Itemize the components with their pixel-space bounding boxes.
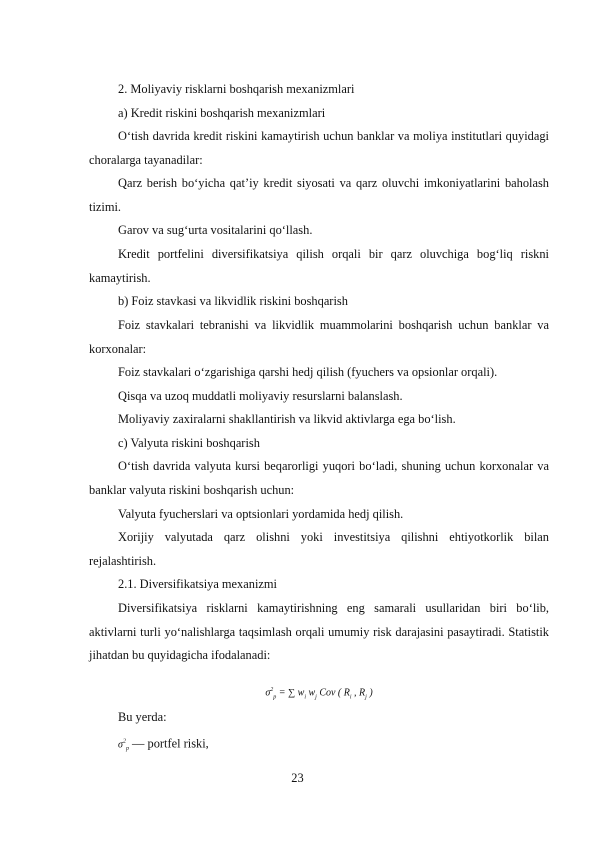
paragraph: O‘tish davrida kredit riskini kamaytirish uchun banklar va moliya institutlari quyidagi choralarga tayanadilar:: [89, 129, 549, 167]
definition-line: [89, 731, 549, 762]
formula-sub: i: [304, 694, 306, 701]
formula-part: ): [366, 687, 373, 699]
formula-sup: 2: [270, 687, 274, 693]
paragraph: Valyuta fyucherslari va optsionlari yordamida hedj qilish.: [118, 507, 404, 521]
section-heading: 2. Moliyaviy risklarni boshqarish mexanizmlari: [118, 82, 355, 96]
formula-sigma: σ: [265, 687, 271, 699]
definition-text: — portfel riski,: [128, 736, 209, 751]
definition-sub: p: [125, 746, 129, 753]
paragraph: Qarz berish bo‘yicha qat’iy kredit siyosati va qarz oluvchi imkoniyatlarini baholash tizimi.: [89, 176, 549, 214]
formula-sub: j: [315, 694, 317, 701]
formula-sub: i: [349, 694, 352, 701]
formula-part: , R: [351, 687, 366, 699]
paragraph: Foiz stavkalari o‘zgarishiga qarshi hedj qilish (fyuchers va opsionlar orqali).: [118, 365, 498, 379]
portfolio-variance-formula: [89, 680, 549, 707]
formula-part: w: [305, 687, 316, 699]
paragraph: O‘tish davrida valyuta kursi beqarorligi yuqori bo‘ladi, shuning uchun korxonalar va banklar valyuta riskini boshqarish uchun:: [89, 459, 549, 497]
paragraph: Xorijiy valyutada qarz olishni yoki investitsiya qilishni ehtiyotkorlik bilan rejalashtirish.: [89, 530, 549, 568]
paragraph: Garov va sug‘urta vositalarini qo‘llash.: [118, 223, 313, 237]
paragraph: Diversifikatsiya risklarni kamaytirishning eng samarali usullaridan biri bo‘lib, aktivlarni turli yo‘nalishlarga taqsimlash orqali umumiy risk darajasini pasaytiradi. Statistik jihatdan bu quyidagicha ifodalanadi:: [89, 601, 549, 663]
page-number: 23: [291, 771, 304, 785]
paragraph: Moliyaviy zaxiralarni shakllantirish va likvid aktivlarga ega bo‘lish.: [118, 412, 456, 426]
subsection-heading: b) Foiz stavkasi va likvidlik riskini boshqarish: [118, 294, 348, 308]
paragraph: Qisqa va uzoq muddatli moliyaviy resurslarni balanslash.: [118, 389, 403, 403]
formula-part: = ∑ w: [276, 687, 305, 699]
paragraph: Bu yerda:: [118, 710, 167, 724]
paragraph: Kredit portfelini diversifikatsiya qilish orqali bir qarz oluvchiga bog‘liq riskni kamaytirish.: [89, 247, 549, 285]
subsection-heading: c) Valyuta riskini boshqarish: [118, 436, 260, 450]
formula-part: Cov ( R: [316, 687, 350, 699]
paragraph: Foiz stavkalari tebranishi va likvidlik muammolarini boshqarish uchun banklar va korxonalar:: [89, 318, 549, 356]
definition-sup: 2: [122, 739, 126, 745]
subsection-heading: a) Kredit riskini boshqarish mexanizmlari: [118, 106, 326, 120]
definition-sigma: σ: [118, 739, 123, 751]
formula-sub: p: [273, 694, 277, 701]
section-heading: 2.1. Diversifikatsiya mexanizmi: [118, 577, 277, 591]
formula-sub: j: [365, 694, 367, 701]
